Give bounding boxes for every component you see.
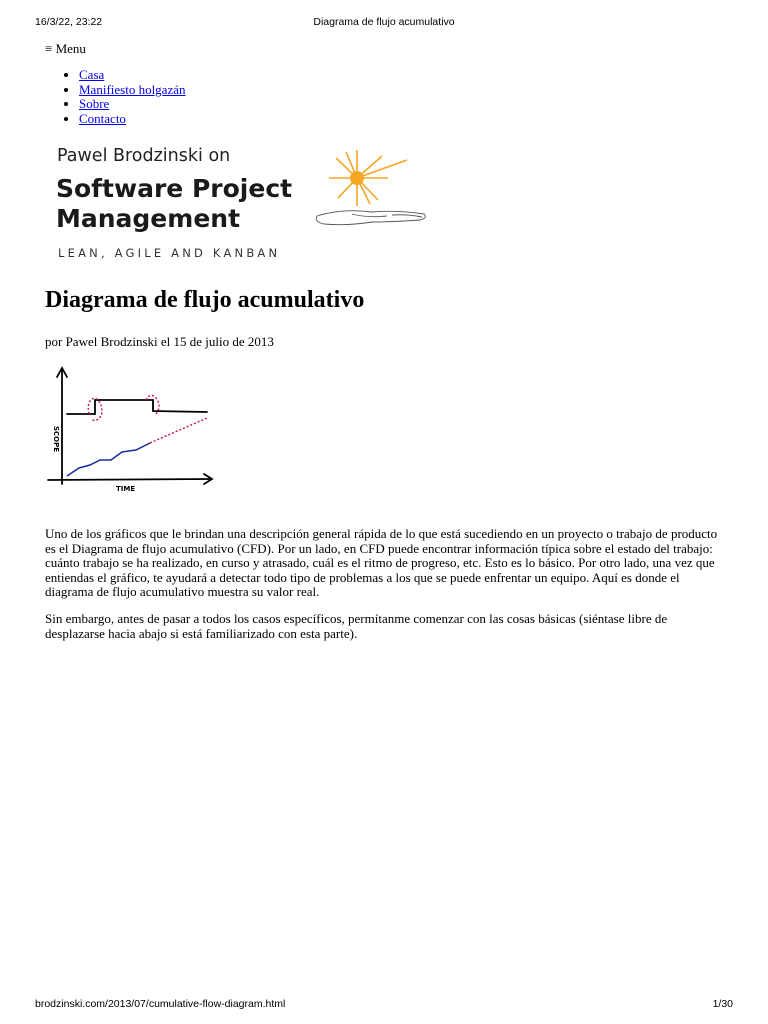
nav-link-casa[interactable]: Casa: [79, 67, 105, 82]
main-nav: [45, 68, 186, 126]
site-banner[interactable]: [52, 142, 432, 266]
banner-title: [56, 174, 292, 234]
article-paragraph: Uno de los gráficos que le brindan una descripción general rápida de lo que está sucediendo en un proyecto o trabajo de producto es el Diagrama de flujo acumulativo (CFD). Por un lado, en CFD puede encontrar información típica sobre el estado del trabajo: cuánto trabajo se ha realizado, en curso y atrasado, cuál es el ritmo de progreso, etc. Esto es lo básico. Por otro lado, una vez que entiendas el gráfico, te ayudará a detectar todo tipo de problemas a los que se puede enfrentar un equipo. Aquí es donde el diagrama de flujo acumulativo muestra su valor real.: [45, 526, 718, 600]
nav-item-sobre: [79, 97, 186, 112]
figure-x-label: TIME: [116, 485, 136, 492]
figure-done-line: [67, 443, 150, 476]
nav-item-casa: [79, 68, 186, 83]
menu-label: ≡ Menu: [45, 41, 86, 56]
nav-item-manifiesto: [79, 83, 186, 98]
print-footer: [35, 998, 733, 1014]
banner-tagline: LEAN, AGILE AND KANBAN: [58, 246, 281, 260]
nav-item-contacto: [79, 112, 186, 127]
nav-link-sobre[interactable]: Sobre: [79, 96, 110, 111]
figure-y-label: SCOPE: [52, 426, 60, 453]
print-url: brodzinski.com/2013/07/cumulative-flow-diagram.html: [35, 998, 286, 1010]
print-page-number: 1/30: [712, 998, 733, 1010]
banner-star-hand-icon: [312, 148, 432, 238]
print-page-title: Diagrama de flujo acumulativo: [313, 16, 455, 28]
print-header: [35, 16, 733, 32]
figure-projection-line: [150, 418, 207, 443]
print-date: 16/3/22, 23:22: [35, 16, 103, 28]
banner-title-line1: Software Project: [56, 174, 293, 203]
nav-link-manifiesto[interactable]: Manifiesto holgazán: [79, 81, 186, 97]
article-paragraph: Sin embargo, antes de pasar a todos los casos específicos, permítanme comenzar con las cosas básicas (siéntase libre de desplazarse hacia abajo si está familiarizado con esta parte).: [45, 610, 668, 641]
figure-x-axis: [48, 479, 212, 480]
article-title: Diagrama de flujo acumulativo: [45, 287, 365, 313]
cfd-sketch-figure: [42, 364, 218, 492]
banner-author: Pawel Brodzinski on: [57, 146, 231, 166]
menu-button[interactable]: [45, 41, 86, 57]
figure-scope-line: [67, 400, 207, 414]
article-byline: por Pawel Brodzinski el 15 de julio de 2013: [45, 334, 274, 349]
article-body: [45, 527, 729, 653]
banner-title-line2: Management: [56, 204, 241, 233]
nav-link-contacto[interactable]: Contacto: [79, 110, 126, 126]
